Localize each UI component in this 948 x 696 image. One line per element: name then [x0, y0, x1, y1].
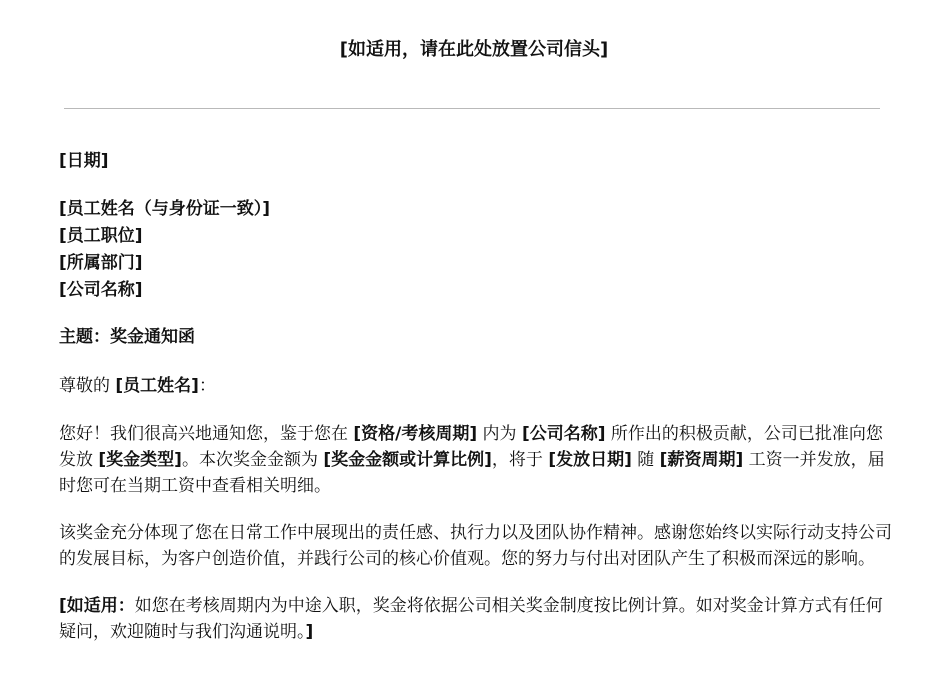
pay-cycle-placeholder: [薪资周期] [659, 450, 744, 470]
payment-date-placeholder: [发放日期] [548, 450, 632, 470]
text-segment: 如您在考核周期内为中途入职，奖金将依据公司相关奖金制度按比例计算。如对奖金计算方式有任何疑问，欢迎随时与我们沟通说明。 [59, 596, 883, 642]
text-segment: 工资一并发放，届时您可在当期工资中查看相关明细。 [59, 450, 885, 496]
paragraph-appreciation: 该奖金充分体现了您在日常工作中展现出的责任感、执行力以及团队协作精神。感谢您始终以实际行动支持公司的发展目标，为客户创造价值，并践行公司的核心价值观。您的努力与付出对团队产生了积极而深远的影响。 [59, 523, 892, 569]
text-segment: 所作出的积极贡献，公司已批准向您发放 [59, 424, 883, 470]
recipient-company: [公司名称] [59, 280, 143, 300]
salutation [59, 373, 899, 399]
header-divider [64, 108, 880, 109]
salutation-name: [员工姓名] [115, 376, 199, 396]
text-segment: 。本次奖金金额为 [181, 450, 324, 470]
text-segment: 随 [631, 450, 660, 470]
paragraph-prorata-note [59, 593, 899, 645]
date-field: [日期] [59, 151, 109, 171]
subject-line: 主题：奖金通知函 [59, 327, 195, 347]
bonus-type-placeholder: [奖金类型] [98, 450, 182, 470]
conditional-close: ] [305, 622, 314, 642]
recipient-name: [员工姓名（与身份证一致）] [59, 199, 271, 219]
letterhead-placeholder: [如适用，请在此处放置公司信头] [339, 39, 609, 60]
text-segment: 您好！我们很高兴地通知您，鉴于您在 [59, 424, 354, 444]
recipient-position: [员工职位] [59, 226, 143, 246]
paragraph-bonus-details [59, 421, 899, 499]
salutation-prefix: 尊敬的 [59, 376, 116, 396]
salutation-suffix: ： [198, 376, 216, 396]
bonus-amount-placeholder: [奖金金额或计算比例] [323, 450, 492, 470]
recipient-department: [所属部门] [59, 253, 143, 273]
recipient-block [59, 196, 899, 304]
company-placeholder: [公司名称] [521, 424, 606, 444]
conditional-open: [如适用： [59, 596, 135, 616]
letter-body [59, 148, 899, 666]
text-segment: 内为 [477, 424, 522, 444]
period-placeholder: [资格/考核周期] [353, 424, 478, 444]
text-segment: ，将于 [491, 450, 549, 470]
